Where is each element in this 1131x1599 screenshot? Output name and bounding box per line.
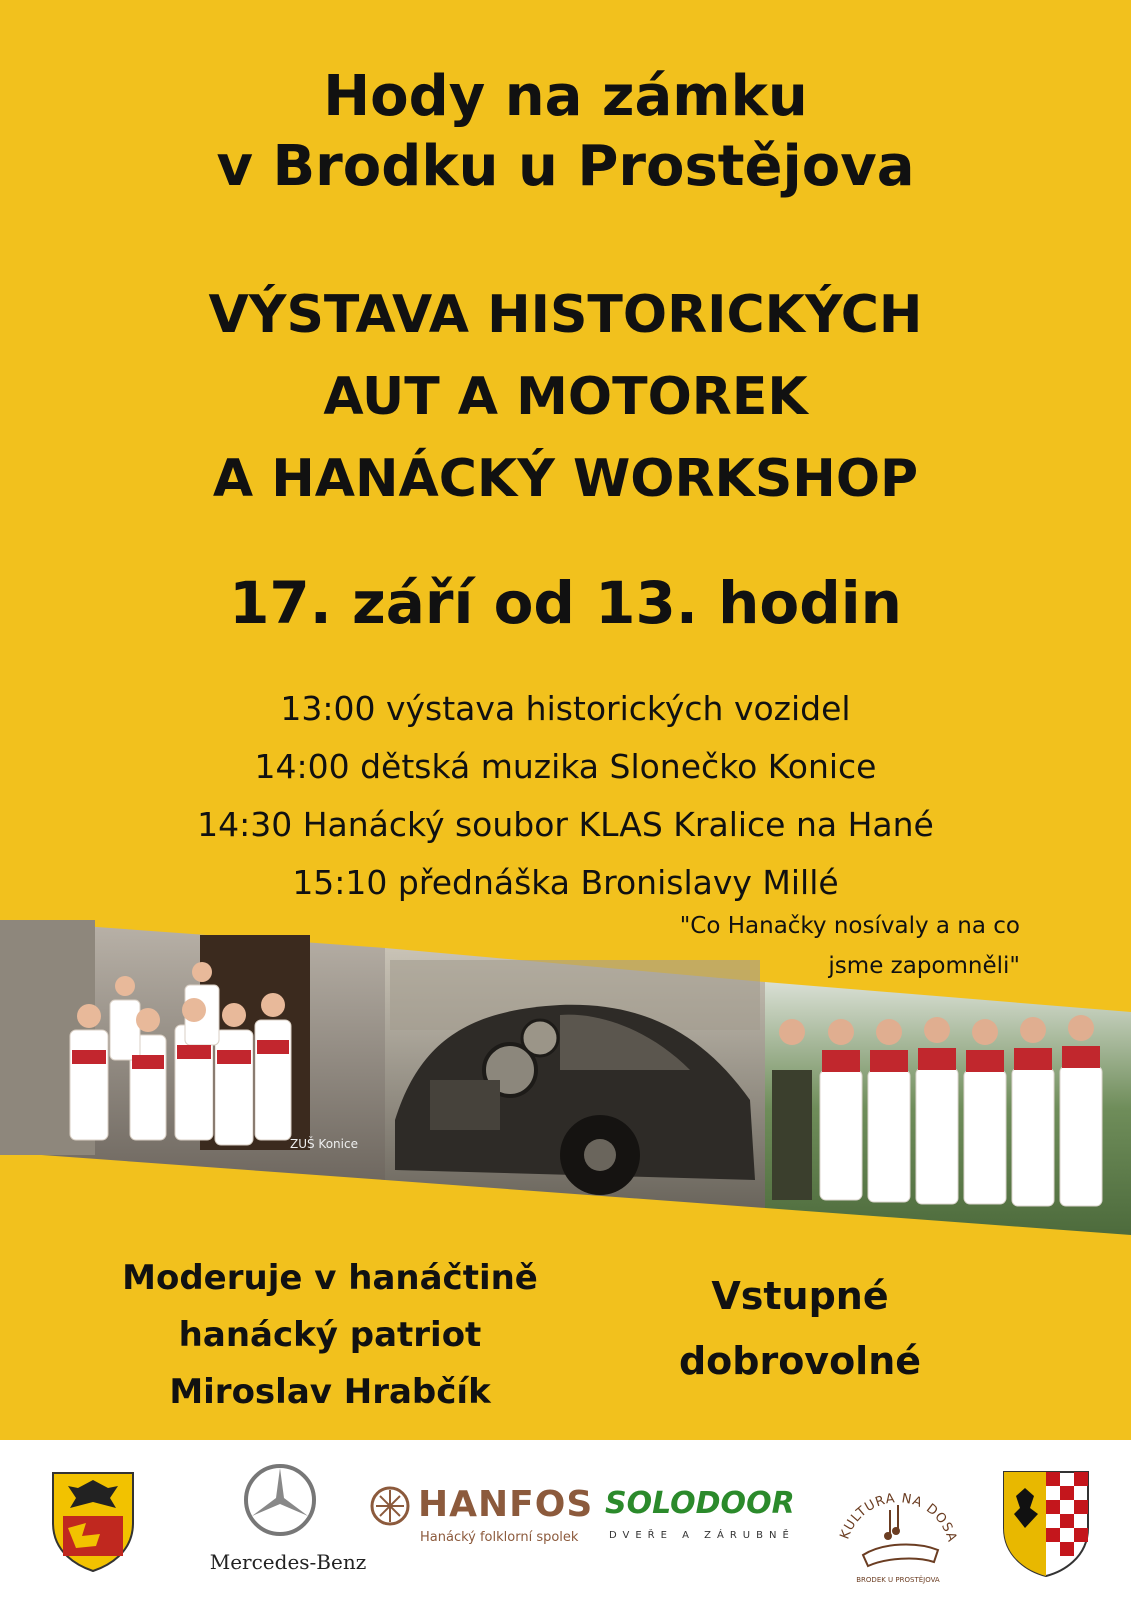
admission-line2: dobrovolné <box>678 1339 922 1383</box>
mercedes-benz-logo <box>209 1460 367 1585</box>
quote-line1: "Co Hanačky nosívaly a na co <box>679 913 1020 939</box>
photo-strip <box>0 920 1131 1260</box>
schedule-item: 14:00 dětská muzika Slonečko Konice <box>254 747 877 786</box>
solodoor-wordmark: SOLODOOR <box>605 1486 795 1521</box>
checkered-coat-of-arms-icon <box>1000 1468 1092 1578</box>
solodoor-subtitle: DVEŘE A ZÁRUBNĚ <box>609 1530 795 1541</box>
admission-info <box>640 1264 960 1394</box>
kultura-arc-text: KULTURA NA DOSA <box>837 1491 960 1545</box>
event-title <box>0 62 1131 202</box>
sponsor-bar <box>0 1440 1131 1599</box>
hanfos-subtitle: Hanácký folklorní spolek <box>420 1530 579 1545</box>
schedule-item: 15:10 přednáška Bronislavy Millé <box>292 863 839 902</box>
mercedes-star-icon <box>240 1460 320 1540</box>
headline-line2: AUT A MOTOREK <box>323 367 808 427</box>
moderator-line1: Moderuje v hanáčtině <box>122 1258 538 1298</box>
schedule <box>0 680 1131 912</box>
moderator-line2: hanácký patriot <box>178 1315 482 1355</box>
hanfos-wordmark: HANFOS <box>418 1484 594 1525</box>
solodoor-logo <box>605 1472 795 1562</box>
moderator-line3: Miroslav Hrabčík <box>169 1372 491 1412</box>
kultura-subtitle: BRODEK U PROSTĚJOVA <box>856 1576 940 1584</box>
brodek-coat-of-arms-icon <box>48 1468 138 1573</box>
photo-folk-ensemble <box>765 982 1131 1235</box>
event-title-line1: Hody na zámku <box>323 64 808 129</box>
hanfos-logo <box>368 1472 594 1562</box>
kultura-hand-icon <box>828 1450 968 1590</box>
headline-line1: VÝSTAVA HISTORICKÝCH <box>208 285 923 345</box>
photo-vintage-car <box>385 948 765 1208</box>
quote-line2: jsme zapomněli" <box>828 953 1020 979</box>
event-title-line2: v Brodku u Prostějova <box>216 134 915 199</box>
photo-children-folk-costumes <box>0 920 385 1180</box>
hanfos-emblem-icon <box>368 1484 412 1528</box>
moderator-info <box>80 1250 580 1421</box>
kultura-logo <box>828 1450 968 1590</box>
photo-caption: ZUŠ Konice <box>290 1137 358 1151</box>
schedule-item: 14:30 Hanácký soubor KLAS Kralice na Hané <box>197 805 934 844</box>
mercedes-wordmark: Mercedes-Benz <box>209 1550 367 1574</box>
headline-line3: A HANÁCKÝ WORKSHOP <box>212 449 919 509</box>
admission-line1: Vstupné <box>711 1274 889 1318</box>
event-date: 17. září od 13. hodin <box>229 569 902 637</box>
headline <box>0 274 1131 520</box>
schedule-item: 13:00 výstava historických vozidel <box>280 689 851 728</box>
